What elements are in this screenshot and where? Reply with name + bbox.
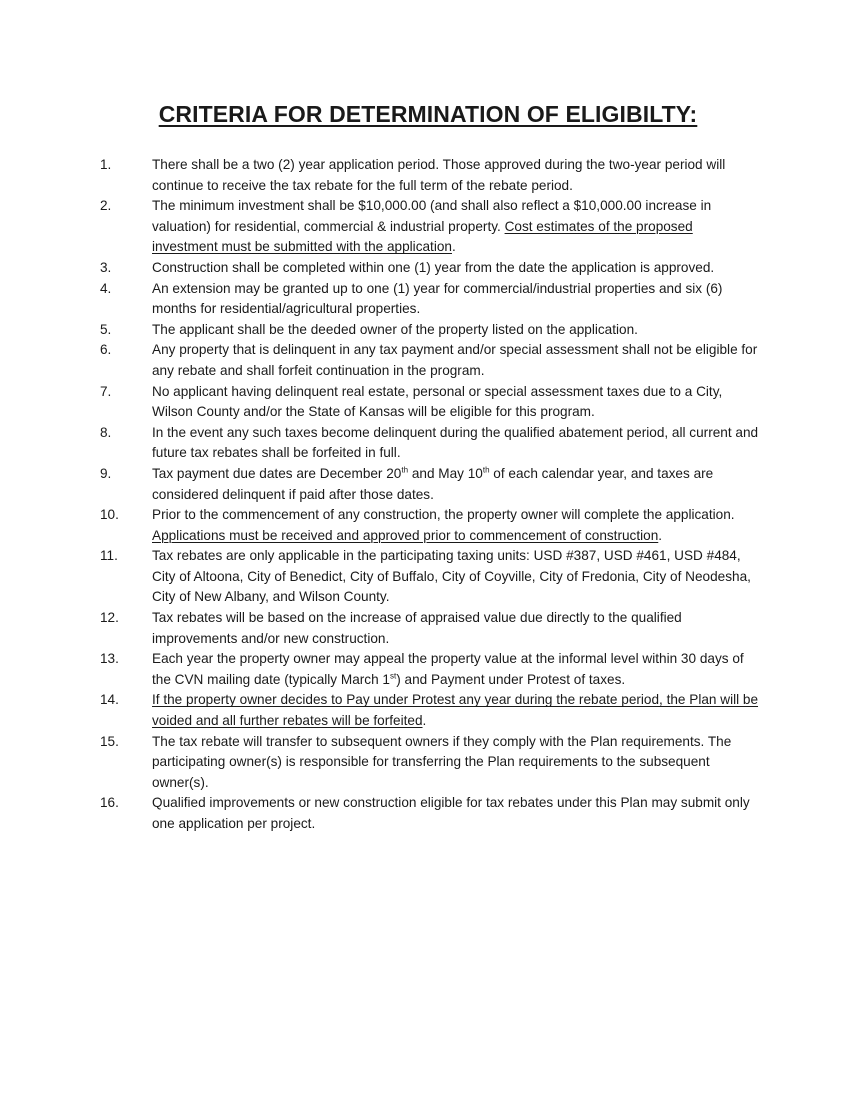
item-text: There shall be a two (2) year application period. Those approved during the two-year period will continue to receive the tax rebate for the full term of the rebate period.: [152, 157, 726, 193]
list-item: [100, 608, 760, 649]
underlined-text: Cost estimates of the proposed investment must be submitted with the application: [152, 218, 693, 255]
item-number: 5.: [100, 321, 112, 337]
item-text: No applicant having delinquent real estate, personal or special assessment taxes due to a City, Wilson County and/or the State of Kansas will be eligible for this program.: [152, 383, 723, 420]
criteria-list: [100, 155, 760, 835]
item-text: Tax rebates will be based on the increase of appraised value due directly to the qualified improvements and/or new construction.: [152, 610, 682, 646]
item-text: An extension may be granted up to one (1) year for commercial/industrial properties and six (6) months for residential/agricultural properties.: [152, 280, 723, 317]
list-item: [100, 320, 760, 341]
item-text: If the property owner decides to Pay under Protest any year during the rebate period, the Plan will be voided and all further rebates will be forfeited.: [152, 692, 759, 729]
list-item: [100, 258, 760, 279]
list-item: [100, 793, 760, 834]
list-item: [100, 732, 760, 794]
item-number: 11.: [100, 548, 118, 564]
item-number: 8.: [100, 424, 112, 440]
list-item: [100, 546, 760, 608]
item-number: 13.: [100, 651, 119, 667]
item-number: 7.: [100, 383, 112, 399]
item-number: 1.: [100, 157, 112, 172]
list-item: [100, 155, 760, 196]
list-item: [100, 423, 760, 464]
list-item: [100, 464, 760, 505]
list-item: [100, 382, 760, 423]
item-text: Tax rebates are only applicable in the participating taxing units: USD #387, USD #461, USD #484, City of Altoona, City of Benedict, City of Buffalo, City of Coyville, City of Fredonia, City of Neodesha, City of New Albany, and Wilson County.: [152, 548, 751, 605]
underlined-text: If the property owner decides to Pay under Protest any year during the rebate period, the Plan will be voided and all further rebates will be forfeited: [152, 692, 759, 729]
page-title: CRITERIA FOR DETERMINATION OF ELIGIBILTY:: [158, 101, 698, 127]
item-text: Any property that is delinquent in any tax payment and/or special assessment shall not be eligible for any rebate and shall forfeit continuation in the program.: [152, 342, 758, 378]
underlined-text: Applications must be received and approved prior to commencement of construction: [152, 527, 659, 543]
list-item: [100, 690, 760, 731]
item-text: The tax rebate will transfer to subsequent owners if they comply with the Plan requirements. The participating owner(s) is responsible for transferring the Plan requirements to the subsequent owner(s).: [152, 733, 732, 790]
item-text: Qualified improvements or new construction eligible for tax rebates under this Plan may submit only one application per project.: [152, 795, 750, 831]
item-number: 15.: [100, 733, 119, 749]
item-number: 6.: [100, 342, 112, 358]
list-item: [100, 279, 760, 320]
item-number: 12.: [100, 610, 119, 626]
item-number: 2.: [100, 198, 112, 214]
item-number: 16.: [100, 795, 119, 811]
item-text: Each year the property owner may appeal the property value at the informal level within 30 days of the CVN mailing date (typically March 1st) and Payment under Protest of taxes.: [152, 651, 744, 687]
item-number: 3.: [100, 259, 112, 275]
list-item: [100, 649, 760, 690]
list-item: [100, 505, 760, 546]
item-number: 10.: [100, 507, 119, 523]
item-number: 14.: [100, 692, 119, 708]
item-number: 4.: [100, 280, 112, 296]
list-item: [100, 196, 760, 258]
item-text: The applicant shall be the deeded owner of the property listed on the application.: [152, 321, 638, 337]
item-text: In the event any such taxes become delinquent during the qualified abatement period, all current and future tax rebates shall be forfeited in full.: [152, 424, 759, 461]
item-number: 9.: [100, 465, 112, 481]
list-item: [100, 340, 760, 381]
item-text: Tax payment due dates are December 20th and May 10th of each calendar year, and taxes are considered delinquent if paid after those dates.: [152, 465, 714, 502]
item-text: The minimum investment shall be $10,000.00 (and shall also reflect a $10,000.00 increase in valuation) for residential, commercial & industrial property. Cost estimates of the proposed investment must be submitted with the application.: [152, 198, 712, 255]
item-text: Construction shall be completed within one (1) year from the date the application is approved.: [152, 259, 715, 275]
item-text: Prior to the commencement of any construction, the property owner will complete the application. Applications must be received and approved prior to commencement of construction.: [152, 507, 735, 543]
